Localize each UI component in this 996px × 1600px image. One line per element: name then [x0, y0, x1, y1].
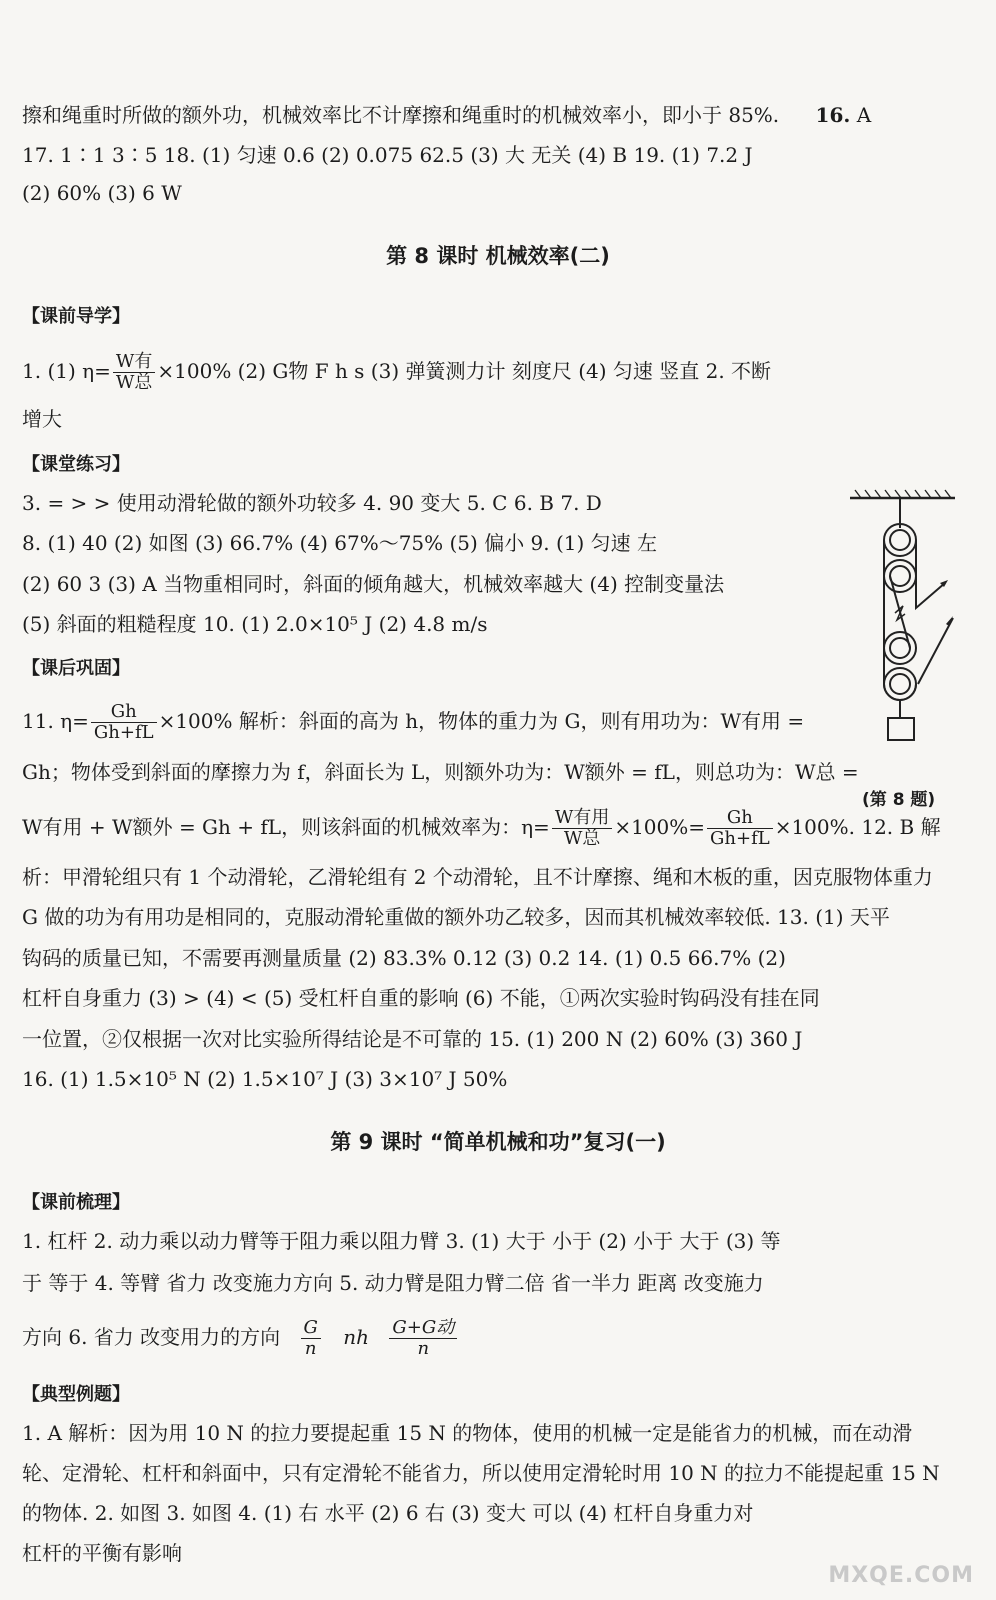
answer-line-3: (2) 60% (3) 6 W — [22, 181, 182, 205]
q11-line3: W有用 + W额外 = Gh + fL，则该斜面的机械效率为：η= $\frac{\text{W有用}}{\text{W总}}$ ×100%= $\frac{Gh}{Gh+fL}$ ×100%. 12. B 解 — [22, 807, 941, 849]
lesson8-after-heading: 【课后巩固】 — [22, 658, 130, 679]
efficiency-fraction: $\frac{\text{W有}}{\text{W总}}$ — [113, 352, 156, 393]
after-line: 钩码的质量已知，不需要再测量质量 (2) 83.3% 0.12 (3) 0.2 14. (1) 0.5 66.7% (2) — [22, 946, 786, 970]
after-line: G 做的功为有用功是相同的，克服动滑轮重做的额外功乙较多，因而其机械效率较低. 13. (1) 天平 — [22, 905, 890, 929]
lesson9-title: 第 9 课时 “简单机械和功”复习(一) — [330, 1130, 666, 1154]
after-line: 一位置，②仅根据一次对比实验所得结论是不可靠的 15. (1) 200 N (2) 60% (3) 360 J — [22, 1027, 803, 1051]
after-line: 析：甲滑轮组只有 1 个动滑轮，乙滑轮组有 2 个动滑轮，且不计摩擦、绳和木板的重，因克服物体重力 — [22, 865, 933, 889]
example-line: 1. A 解析：因为用 10 N 的拉力要提起重 15 N 的物体，使用的机械一定是能省力的机械，而在动滑 — [22, 1421, 913, 1445]
lesson8-pre-line1: 1. (1) η= $\frac{\text{W有}}{\text{W总}}$ ×100% (2) G物 F h s (3) 弹簧测力计 刻度尺 (4) 匀速 竖直 2. 不断 — [22, 351, 772, 393]
answer-line-2: 17. 1∶1 3∶5 18. (1) 匀速 0.6 (2) 0.075 62.5 (3) 大 无关 (4) B 19. (1) 7.2 J — [22, 143, 753, 167]
example-line: 的物体. 2. 如图 3. 如图 4. (1) 右 水平 (2) 6 右 (3) 变大 可以 (4) 杠杆自身重力对 — [22, 1501, 754, 1525]
watermark: MXQE.COM — [828, 1563, 974, 1588]
example-line: 杠杆的平衡有影响 — [22, 1541, 182, 1565]
pre-line: 于 等于 4. 等臂 省力 改变施力方向 5. 动力臂是阻力臂二倍 省一半力 距离 改变施力 — [22, 1271, 764, 1295]
after-line: 杠杆自身重力 (3) > (4) < (5) 受杠杆自重的影响 (6) 不能，①两次实验时钩码没有挂在同 — [22, 986, 820, 1010]
after-line: 16. (1) 1.5×10⁵ N (2) 1.5×10⁷ J (3) 3×10⁷ J 50% — [22, 1067, 508, 1091]
class-line: (2) 60 3 (3) A 当物重相同时，斜面的倾角越大，机械效率越大 (4) 控制变量法 — [22, 572, 725, 596]
q11-line2: Gh；物体受到斜面的摩擦力为 f，斜面长为 L，则额外功为：W额外 = fL，则总功为：W总 = — [22, 760, 859, 784]
figure-caption: (第 8 题) — [862, 790, 936, 810]
lesson8-pre-heading: 【课前导学】 — [22, 306, 130, 327]
class-line: 8. (1) 40 (2) 如图 (3) 66.7% (4) 67%～75% (5) 偏小 9. (1) 匀速 左 — [22, 531, 658, 555]
lesson9-example-heading: 【典型例题】 — [22, 1384, 130, 1405]
example-line: 轮、定滑轮、杠杆和斜面中，只有定滑轮不能省力，所以使用定滑轮时用 10 N 的拉力不能提起重 15 N — [22, 1461, 940, 1485]
lesson9-pre-heading: 【课前梳理】 — [22, 1192, 130, 1213]
class-line: (5) 斜面的粗糙程度 10. (1) 2.0×10⁵ J (2) 4.8 m/s — [22, 612, 488, 636]
lesson8-title: 第 8 课时 机械效率(二) — [386, 244, 610, 268]
q11-line1: 11. η= $\frac{Gh}{Gh+fL}$ ×100% 解析：斜面的高为 h，物体的重力为 G，则有用功为：W有用 = — [22, 701, 805, 743]
pre-line3: 方向 6. 省力 改变用力的方向 $\frac{G}{n}$ nh $\frac{\text{G+G动}}{n}$ — [22, 1318, 974, 1359]
class-line: 3. = > > 使用动滑轮做的额外功较多 4. 90 变大 5. C 6. B 7. D — [22, 491, 602, 515]
pre-line: 1. 杠杆 2. 动力乘以动力臂等于阻力乘以阻力臂 3. (1) 大于 小于 (2) 小于 大于 (3) 等 — [22, 1229, 781, 1253]
lesson8-pre-line2: 增大 — [22, 407, 62, 431]
lesson8-class-heading: 【课堂练习】 — [22, 454, 130, 475]
answer-line-1: 擦和绳重时所做的额外功，机械效率比不计摩擦和绳重时的机械效率小，即小于 85%. 16. A — [22, 103, 872, 127]
pulley-figure — [845, 488, 960, 758]
